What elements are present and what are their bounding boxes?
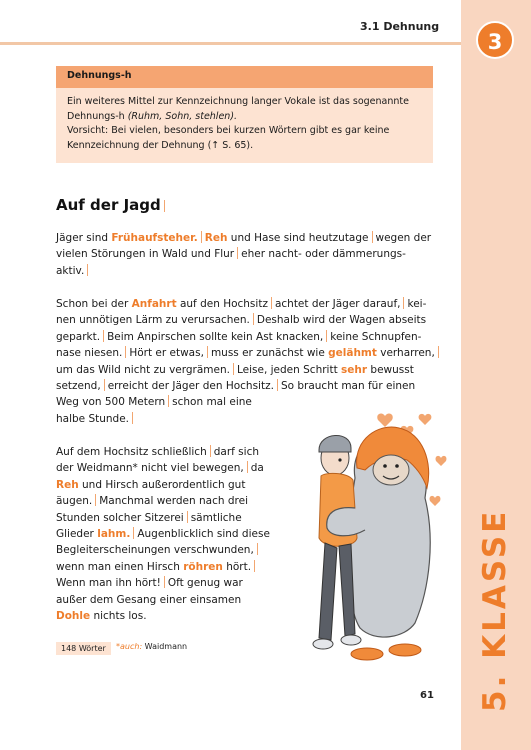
creature-foot xyxy=(351,648,383,660)
text-line: aktiv. xyxy=(56,263,431,279)
boy-cap xyxy=(319,435,351,452)
page-number: 61 xyxy=(420,690,434,701)
pause-mark xyxy=(277,379,278,391)
pause-mark xyxy=(247,461,248,473)
story-title-text: Auf der Jagd xyxy=(56,196,161,214)
text-line: nase niesen. Hört er etwas, muss er zunächst wie gelähmt verharren, xyxy=(56,345,442,361)
info-box-body xyxy=(56,88,433,163)
text-line: Dohle nichts los. xyxy=(56,610,147,623)
info-text: Dehnungs-h xyxy=(67,110,128,122)
boy-shoe xyxy=(313,639,333,649)
text-line: außer dem Gesang einer einsamen xyxy=(56,593,242,606)
text-line: Schon bei der Anfahrt auf den Hochsitz achtet der Jäger darauf, kei- xyxy=(56,298,427,310)
paragraph-3 xyxy=(56,444,270,624)
info-examples: (Ruhm, Sohn, stehlen). xyxy=(127,110,238,122)
text-line: Jäger sind Frühaufsteher. Reh und Hase sind heutzutage wegen der xyxy=(56,232,432,244)
text-line: der Weidmann* nicht viel bewegen, da xyxy=(56,462,264,475)
highlight-word: Reh xyxy=(56,478,79,491)
text-line: Begleiterscheinungen verschwunden, xyxy=(56,542,270,558)
pause-mark xyxy=(104,379,105,391)
pause-mark xyxy=(271,297,272,309)
pause-mark xyxy=(253,313,254,325)
text-line: Weg von 500 Metern schon mal eine xyxy=(56,396,252,409)
creature-face xyxy=(373,455,409,485)
pause-mark xyxy=(132,412,133,424)
highlight-word: Frühaufsteher. xyxy=(111,232,198,244)
pause-mark xyxy=(438,346,439,358)
highlight-word: röhren xyxy=(183,560,223,573)
text-line: geparkt. Beim Anpirschen sollte kein Ast knacken, keine Schnupfen- xyxy=(56,330,422,343)
highlight-word: Anfahrt xyxy=(131,298,177,310)
text-line: setzend, erreicht der Jäger den Hochsitz. So braucht man für einen xyxy=(56,380,416,393)
pause-mark xyxy=(207,346,208,358)
text-line: Stunden solcher Sitzerei sämtliche xyxy=(56,511,242,524)
footnote-text: Waidmann xyxy=(142,642,188,651)
boy-leg xyxy=(319,543,337,640)
pause-mark xyxy=(164,576,165,588)
illustration-hug xyxy=(295,388,455,673)
pause-mark xyxy=(201,231,202,243)
text-line: Wenn man ihn hört! Oft genug war xyxy=(56,577,243,590)
info-line: Ein weiteres Mittel zur Kennzeichnung langer Vokale ist das sogenannte xyxy=(67,96,409,107)
word-count-badge: 148 Wörter xyxy=(56,642,111,655)
pause-mark xyxy=(87,264,88,276)
highlight-word: sehr xyxy=(341,363,368,376)
pause-mark xyxy=(133,527,134,539)
creature-foot xyxy=(389,644,421,656)
text-line: halbe Stunde. xyxy=(56,411,442,427)
text-line: Glieder lahm. Augenblicklich sind diese xyxy=(56,528,270,541)
footnote xyxy=(116,642,187,651)
pause-mark xyxy=(168,395,169,407)
text-line: um das Wild nicht zu vergrämen. Leise, jeden Schritt sehr bewusst xyxy=(56,363,414,376)
pause-mark xyxy=(326,330,327,342)
pause-mark xyxy=(103,330,104,342)
pause-mark xyxy=(237,247,238,259)
pause-mark xyxy=(233,363,234,375)
footnote-marker: *auch: xyxy=(116,642,143,651)
side-grade-label: 5. KLASSE xyxy=(477,508,513,712)
info-line: Vorsicht: Bei vielen, besonders bei kurzen Wörtern gibt es gar keine xyxy=(67,125,390,136)
pause-mark xyxy=(372,231,373,243)
chapter-number-badge: 3 xyxy=(476,21,514,59)
story-title xyxy=(56,196,168,214)
text-line: wenn man einen Hirsch röhren hört. xyxy=(56,559,270,575)
pause-mark xyxy=(403,297,404,309)
highlight-word: Dohle xyxy=(56,610,91,623)
info-line xyxy=(67,110,422,125)
info-box-title: Dehnungs-h xyxy=(56,66,433,88)
pause-mark xyxy=(125,346,126,358)
pause-mark xyxy=(210,445,211,457)
highlight-word: lahm. xyxy=(97,528,131,541)
header-rule xyxy=(0,42,461,45)
highlight-word: Reh xyxy=(204,232,228,244)
paragraph-1 xyxy=(56,230,431,279)
pause-mark xyxy=(257,543,258,555)
highlight-word: gelähmt xyxy=(328,347,377,360)
pause-mark xyxy=(95,494,96,506)
text-line: äugen. Manchmal werden nach drei xyxy=(56,495,248,508)
info-line: Kennzeichnung der Dehnung (↑ S. 65). xyxy=(67,139,254,151)
boy-shoe xyxy=(341,635,361,645)
text-line: Auf dem Hochsitz schließlich darf sich xyxy=(56,446,260,458)
text-line: nen unnötigen Lärm zu verursachen. Deshalb wird der Wagen abseits xyxy=(56,314,427,327)
pause-mark xyxy=(254,560,255,572)
text-line: vielen Störungen in Wald und Flur eher nacht- oder dämmerungs- xyxy=(56,248,406,261)
pause-mark xyxy=(164,200,165,212)
chapter-label: 3.1 Dehnung xyxy=(360,20,440,33)
pause-mark xyxy=(187,511,188,523)
info-box xyxy=(56,66,433,163)
text-line: Reh und Hirsch außerordentlich gut xyxy=(56,478,246,491)
